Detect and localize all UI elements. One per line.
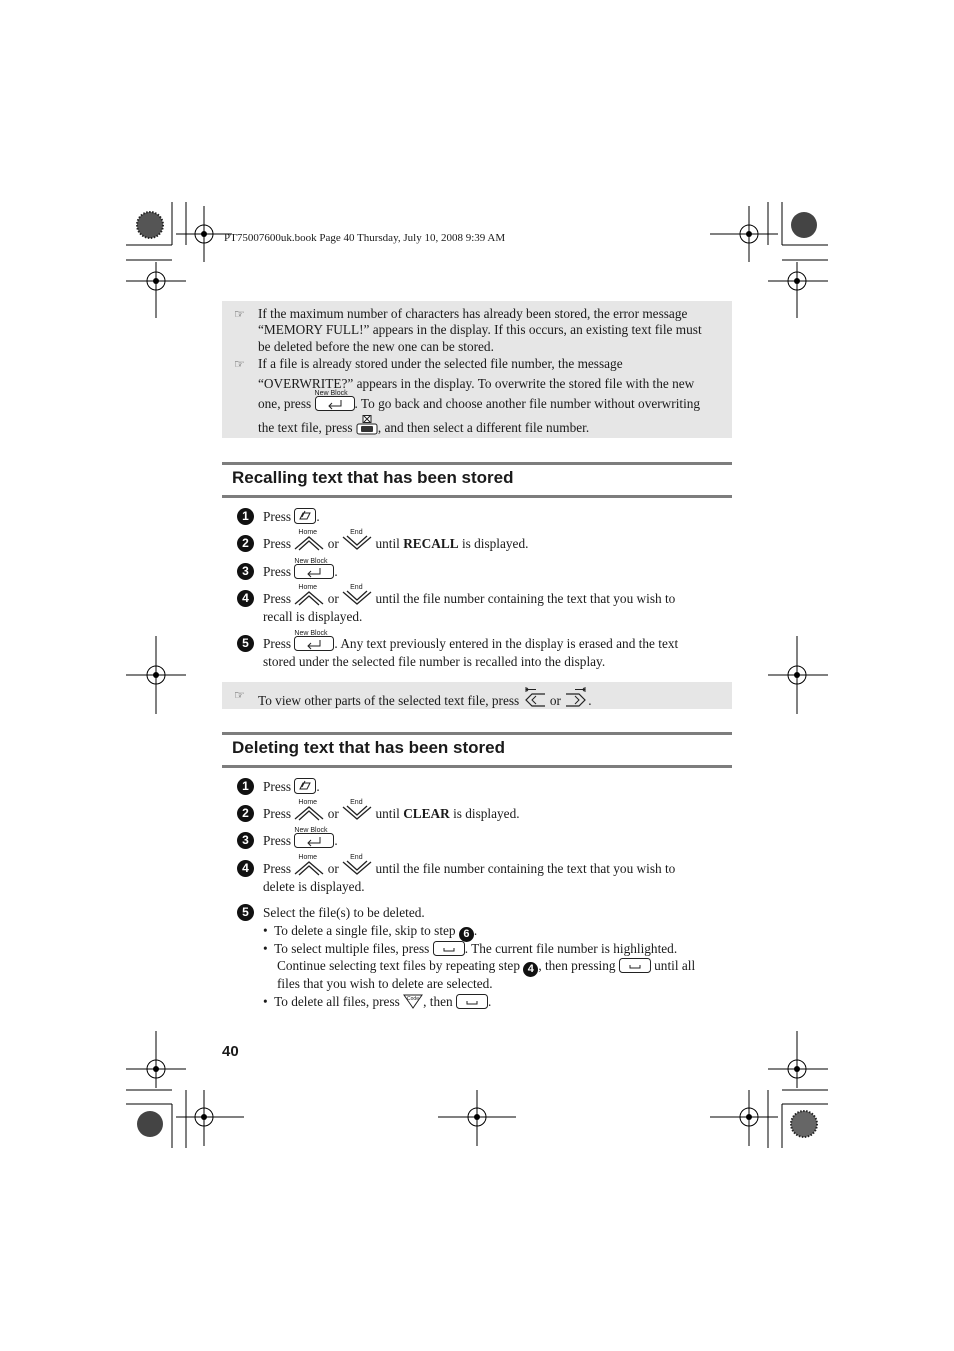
- page-number: 40: [222, 1043, 239, 1060]
- note-text: , and then select a different file number.: [377, 420, 590, 435]
- bullet-text: To delete all files, press: [274, 994, 400, 1009]
- key-label: New Block: [294, 630, 328, 637]
- step-label: or: [327, 806, 339, 821]
- step-label: .: [316, 779, 320, 794]
- step-number: 5: [237, 635, 254, 652]
- step-reference: 6: [459, 927, 474, 942]
- step-label: until the file number containing the text that you wish to: [375, 591, 676, 606]
- svg-text:Code: Code: [407, 996, 420, 1002]
- step-label: until the file number containing the text that you wish to: [375, 861, 676, 876]
- step-label: Press: [263, 591, 292, 606]
- space-key-icon: [456, 994, 488, 1014]
- bullet-dot: •: [263, 994, 268, 1009]
- key-label: Home: [298, 799, 318, 806]
- note-line: “MEMORY FULL!” appears in the display. If this occurs, an existing text file must: [258, 322, 702, 337]
- step-text-continued: recall is displayed.: [263, 609, 363, 624]
- down-key-icon: [342, 529, 372, 556]
- bullet-text: , then pressing: [538, 958, 616, 973]
- key-label: Home: [298, 529, 318, 536]
- step-number: 4: [237, 590, 254, 607]
- step-number: 5: [237, 904, 254, 921]
- escape-key-icon: [356, 415, 378, 439]
- step-label: Press: [263, 806, 292, 821]
- step-label: .: [316, 509, 320, 524]
- step-label: or: [327, 591, 339, 606]
- header-file-info: PT75007600uk.book Page 40 Thursday, July 10, 2008 9:39 AM: [224, 232, 506, 244]
- step-label: Press: [263, 833, 292, 848]
- step-keyword: CLEAR: [403, 806, 450, 821]
- step-number: 3: [237, 832, 254, 849]
- note-text: .: [588, 693, 592, 708]
- key-label: Home: [298, 584, 318, 591]
- step-label: .: [334, 564, 338, 579]
- enter-key-icon: [314, 390, 355, 415]
- down-key-icon: [342, 799, 372, 826]
- step-label: is displayed.: [461, 536, 529, 551]
- key-label: New Block: [314, 390, 348, 397]
- bullet-text: To delete a single file, skip to step: [274, 923, 456, 938]
- pointing-hand-icon: ☞: [234, 688, 245, 702]
- bullet-text: Continue selecting text files by repeating step: [277, 958, 520, 973]
- key-label: End: [350, 854, 363, 861]
- bullet-text: .: [488, 994, 492, 1009]
- bullet-text: until all: [654, 958, 696, 973]
- note-text: or: [549, 693, 561, 708]
- note-line: [258, 686, 718, 712]
- section-header-recall: [222, 462, 732, 498]
- note-text: . To go back and choose another file number without overwriting: [354, 396, 701, 411]
- note-line: “OVERWRITE?” appears in the display. To overwrite the stored file with the new: [258, 376, 695, 391]
- bullet-text: , then: [423, 994, 453, 1009]
- section-title: Recalling text that has been stored: [232, 468, 514, 487]
- step-label: Press: [263, 536, 292, 551]
- step-label: or: [327, 861, 339, 876]
- step-label: Press: [263, 636, 292, 651]
- step-label: until: [375, 806, 400, 821]
- bullet-continued: files that you wish to delete are selected.: [277, 976, 493, 991]
- key-label: End: [350, 584, 363, 591]
- step-text-continued: stored under the selected file number is recalled into the display.: [263, 654, 606, 669]
- note-box-recall: [222, 682, 732, 709]
- note-text: the text file, press: [258, 420, 353, 435]
- step-number: 3: [237, 563, 254, 580]
- step-label: . Any text previously entered in the display is erased and the text: [334, 636, 679, 651]
- key-label: End: [350, 529, 363, 536]
- bullet-dot: •: [263, 941, 268, 956]
- step-reference: 4: [523, 962, 538, 977]
- key-label: Home: [298, 854, 318, 861]
- step-text: Select the file(s) to be deleted.: [263, 905, 425, 920]
- bullet-text: .: [473, 923, 478, 938]
- step-label: Press: [263, 861, 292, 876]
- step-label: Press: [263, 564, 292, 579]
- step-number: 2: [237, 535, 254, 552]
- step-label: .: [334, 833, 338, 848]
- note-line: If a file is already stored under the selected file number, the message: [258, 356, 623, 371]
- step-label: Press: [263, 779, 292, 794]
- bullet-text: To select multiple files, press: [274, 941, 430, 956]
- step-label: Press: [263, 509, 292, 524]
- note-box-top: [222, 301, 732, 438]
- step-text-continued: delete is displayed.: [263, 879, 365, 894]
- note-line: If the maximum number of characters has already been stored, the error message: [258, 306, 688, 321]
- pointing-hand-icon: ☞: [234, 307, 245, 321]
- section-title: Deleting text that has been stored: [232, 738, 505, 757]
- bullet-item: [263, 922, 477, 942]
- note-line: [258, 415, 718, 439]
- note-text: one, press: [258, 396, 312, 411]
- note-text: To view other parts of the selected text file, press: [258, 693, 520, 708]
- section-header-delete: [222, 732, 732, 768]
- note-line: [258, 390, 718, 415]
- key-label: New Block: [294, 558, 328, 565]
- step-number: 4: [237, 860, 254, 877]
- step-number: 1: [237, 508, 254, 525]
- note-line: be deleted before the new one can be stored.: [258, 339, 494, 354]
- step-label: is displayed.: [453, 806, 520, 821]
- step-number: 1: [237, 778, 254, 795]
- right-key-icon: [564, 686, 588, 712]
- code-key-icon: [403, 993, 423, 1014]
- pointing-hand-icon: ☞: [234, 357, 245, 371]
- key-label: New Block: [294, 827, 328, 834]
- bullet-dot: •: [263, 923, 268, 938]
- step-label: until: [375, 536, 400, 551]
- bullet-item: [263, 993, 491, 1014]
- space-key-icon: [619, 958, 651, 978]
- step-label: or: [327, 536, 339, 551]
- left-key-icon: [523, 686, 547, 712]
- key-label: End: [350, 799, 363, 806]
- step-number: 2: [237, 805, 254, 822]
- step-keyword: RECALL: [403, 536, 459, 551]
- bullet-text: . The current file number is highlighted.: [464, 941, 678, 956]
